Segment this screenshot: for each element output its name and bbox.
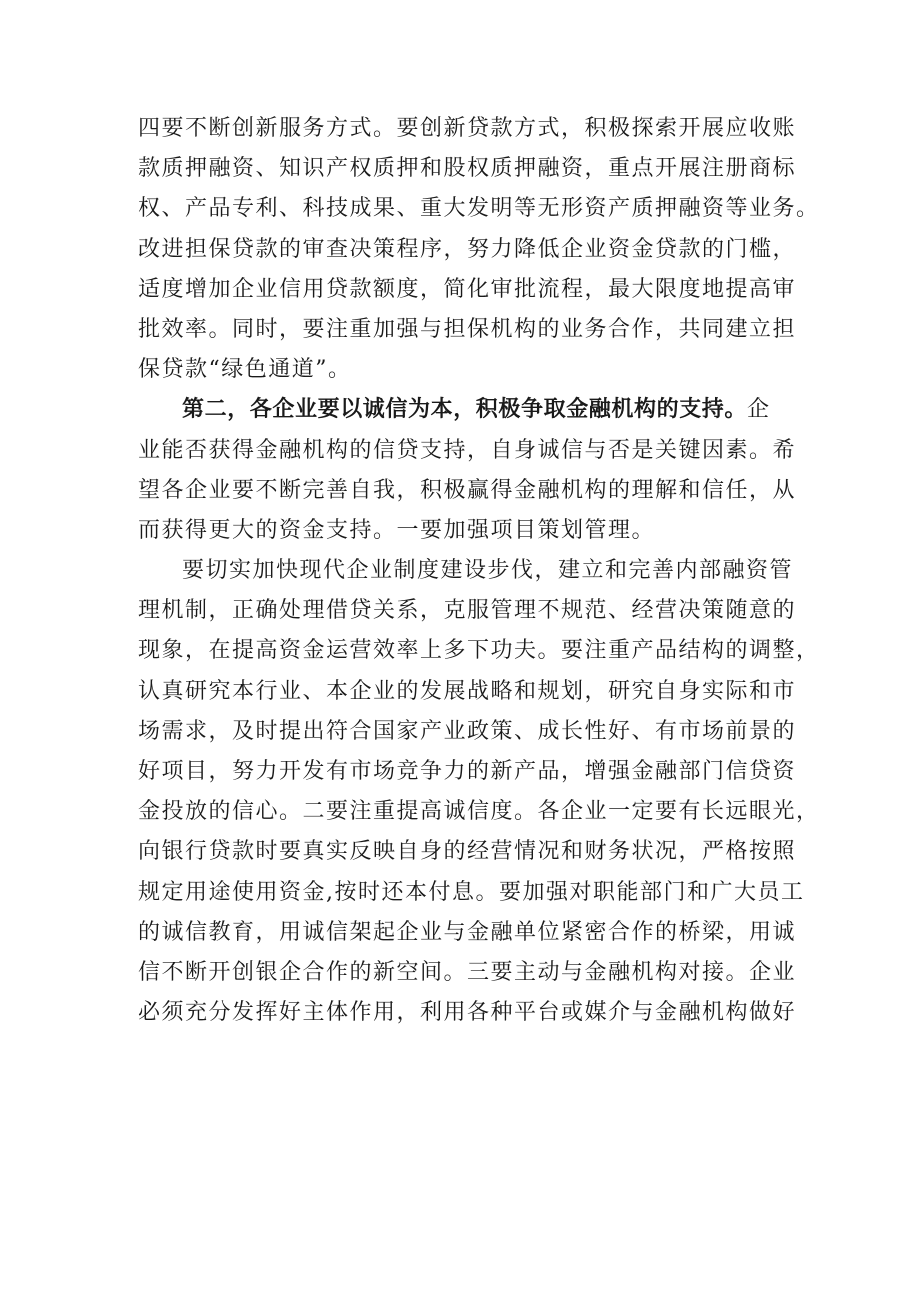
- paragraph-1-line: 保贷款“绿色通道”。: [138, 357, 352, 383]
- paragraph-2-line: 望各企业要不断完善自我，积极赢得金融机构的理解和信任，从: [138, 477, 797, 503]
- paragraph-3-line: 的诚信教育，用诚信架起企业与金融单位紧密合作的桥梁，用诚: [138, 919, 797, 945]
- section-heading: 第二，各企业要以诚信为本，积极争取金融机构的支持。: [182, 397, 748, 423]
- paragraph-3-line: 场需求，及时提出符合国家产业政策、成长性好、有市场前景的: [138, 718, 797, 744]
- paragraph-2-first-line-rest: 企: [747, 397, 771, 423]
- paragraph-1-line: 批效率。同时，要注重加强与担保机构的业务合作，共同建立担: [138, 316, 797, 342]
- paragraph-2-line: 业能否获得金融机构的信贷支持，自身诚信与否是关键因素。希: [138, 437, 797, 463]
- paragraph-2-first-line: [138, 390, 806, 430]
- paragraph-1-line: 适度增加企业信用贷款额度，简化审批流程，最大限度地提高审: [138, 276, 797, 302]
- paragraph-3-line: 现象，在提高资金运营效率上多下功夫。要注重产品结构的调整，: [138, 638, 820, 664]
- paragraph-1-line: 改进担保贷款的审查决策程序，努力降低企业资金贷款的门槛，: [138, 236, 797, 262]
- paragraph-3-line: 规定用途使用资金,按时还本付息。要加强对职能部门和广大员工: [138, 879, 805, 905]
- paragraph-3-line: 认真研究本行业、本企业的发展战略和规划，研究自身实际和市: [138, 678, 797, 704]
- paragraph-2-line: 而获得更大的资金支持。一要加强项目策划管理。: [138, 517, 656, 543]
- paragraph-3-line: 好项目，努力开发有市场竞争力的新产品，增强金融部门信贷资: [138, 759, 797, 784]
- paragraph-3-line: 理机制，正确处理借贷关系，克服管理不规范、经营决策随意的: [138, 598, 797, 624]
- paragraph-1-line: 权、产品专利、科技成果、重大发明等无形资产质押融资等业务。: [138, 196, 820, 222]
- paragraph-1-line: 款质押融资、知识产权质押和股权质押融资，重点开展注册商标: [138, 156, 797, 182]
- paragraph-1-line: 四要不断创新服务方式。要创新贷款方式，积极探索开展应收账: [138, 116, 797, 141]
- document-body: [138, 109, 820, 1033]
- paragraph-3-line: 要切实加快现代企业制度建设步伐，建立和完善内部融资管: [182, 558, 794, 584]
- paragraph-3-line: 金投放的信心。二要注重提高诚信度。各企业一定要有长远眼光，: [138, 799, 820, 825]
- paragraph-3-line: 信不断开创银企合作的新空间。三要主动与金融机构对接。企业: [138, 959, 797, 985]
- paragraph-3-line: 必须充分发挥好主体作用，利用各种平台或媒介与金融机构做好: [138, 1000, 797, 1026]
- paragraph-3-line: 向银行贷款时要真实反映自身的经营情况和财务状况，严格按照: [138, 839, 797, 865]
